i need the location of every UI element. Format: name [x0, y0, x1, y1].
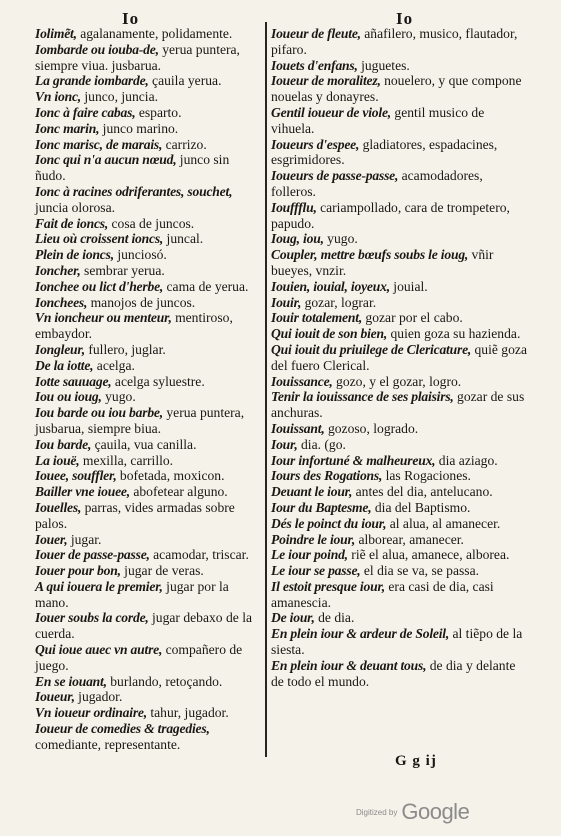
entry-definition: manojos de juncos. — [87, 294, 196, 310]
entry-definition: riẽ el alua, amanece, alborea. — [347, 547, 510, 563]
entry-headword: Iouissance, — [271, 373, 333, 389]
column-divider — [265, 22, 267, 757]
entry-definition: yugo. — [323, 231, 358, 247]
entry-headword: Poindre le iour, — [271, 531, 356, 547]
entry-definition: parras, vides armadas sobre palos. — [35, 499, 235, 531]
entry-headword: Iouir totalement, — [271, 310, 363, 326]
entry-definition: vñir bueyes, vnzir. — [271, 247, 494, 278]
dictionary-entry — [35, 500, 259, 532]
entry-definition: acelga syluestre. — [111, 373, 205, 389]
right-page-number: Io — [396, 9, 414, 28]
dictionary-entry — [35, 405, 259, 437]
entry-headword: De la iotte, — [35, 357, 94, 373]
entry-headword: En plein iour & deuant tous, — [271, 657, 427, 673]
dictionary-entry — [35, 547, 259, 563]
dictionary-entry — [35, 216, 259, 232]
dictionary-entry — [35, 105, 259, 121]
dictionary-entry — [271, 484, 528, 500]
right-column — [271, 26, 528, 689]
entry-headword: Il estoit presque iour, — [271, 578, 385, 594]
entry-headword: Qui iouit du priuilege de Clericature, — [271, 341, 472, 357]
entry-definition: tahur, jugador. — [146, 705, 229, 721]
entry-headword: Vn ioueur ordinaire, — [35, 705, 147, 721]
entry-headword: Gentil ioueur de viole, — [271, 104, 392, 120]
entry-definition: burlando, retoçando. — [106, 673, 223, 689]
dictionary-entry — [35, 263, 259, 279]
entry-definition: junco marino. — [99, 120, 179, 136]
entry-headword: En plein iour & ardeur de Soleil, — [271, 626, 450, 642]
dictionary-entry — [35, 674, 259, 690]
entry-headword: Ioueur de moralitez, — [271, 73, 381, 89]
entry-headword: Ionc à racines odriferantes, souchet, — [35, 183, 233, 199]
dictionary-entry — [271, 437, 528, 453]
entry-definition: gozoso, logrado. — [324, 420, 419, 436]
entry-headword: Fait de ioncs, — [35, 215, 109, 231]
entry-headword: Iou barde, — [35, 436, 92, 452]
entry-headword: Tenir la iouissance de ses plaisirs, — [271, 389, 454, 405]
entry-headword: Ioueurs d'espee, — [271, 136, 360, 152]
dictionary-entry — [35, 137, 259, 153]
left-page-number: Io — [122, 9, 140, 28]
entry-definition: agalanamente, polidamente. — [76, 26, 233, 41]
entry-headword: La iouë, — [35, 452, 80, 468]
entry-definition: carrizo. — [162, 136, 207, 152]
digitized-watermark — [356, 799, 469, 825]
entry-headword: Iouir, — [271, 294, 302, 310]
entry-definition: jugar de veras. — [120, 563, 204, 579]
entry-definition: mexilla, carrillo. — [79, 452, 174, 468]
entry-headword: Iours des Rogations, — [271, 468, 383, 484]
dictionary-entry — [271, 247, 528, 279]
entry-headword: Ionchees, — [35, 294, 88, 310]
dictionary-entry — [271, 389, 528, 421]
entry-headword: Ionc à faire cabas, — [35, 104, 136, 120]
entry-definition: yerua puntera, siempre viua. jusbarua. — [35, 41, 240, 73]
dictionary-entry — [271, 168, 528, 200]
dictionary-entry — [35, 374, 259, 390]
entry-headword: Iouer pour bon, — [35, 563, 121, 579]
dictionary-entry — [35, 310, 259, 342]
dictionary-entry — [271, 279, 528, 295]
entry-headword: Qui ioue auec vn autre, — [35, 642, 163, 658]
dictionary-entry — [271, 579, 528, 611]
catchword: G g ij — [395, 753, 437, 769]
entry-definition: esparto. — [135, 104, 182, 120]
entry-headword: Iouelles, — [35, 499, 82, 515]
entry-headword: Le iour poind, — [271, 547, 348, 563]
entry-definition: el dia se va, se passa. — [360, 563, 480, 579]
dictionary-entry — [271, 200, 528, 232]
entry-headword: Ioueurs de passe-passe, — [271, 168, 399, 184]
entry-headword: Dés le poinct du iour, — [271, 515, 387, 531]
dictionary-entry — [35, 468, 259, 484]
dictionary-entry — [271, 105, 528, 137]
dictionary-entry — [35, 579, 259, 611]
entry-headword: Iotte sauuage, — [35, 373, 112, 389]
dictionary-entry — [271, 453, 528, 469]
entry-headword: Coupler, mettre bœufs soubs le ioug, — [271, 247, 469, 263]
dictionary-entry — [271, 516, 528, 532]
dictionary-entry — [35, 642, 259, 674]
entry-headword: Le iour se passe, — [271, 563, 361, 579]
dictionary-entry — [35, 563, 259, 579]
dictionary-entry — [35, 231, 259, 247]
dictionary-entry — [35, 437, 259, 453]
dictionary-entry — [271, 295, 528, 311]
entry-definition: juncal. — [163, 231, 204, 247]
entry-definition: mentiroso, embaydor. — [35, 310, 233, 342]
dictionary-entry — [271, 310, 528, 326]
dictionary-entry — [35, 42, 259, 74]
entry-definition: cosa de juncos. — [108, 215, 195, 231]
dictionary-entry — [35, 247, 259, 263]
entry-definition: yerua puntera, jusbarua, siempre biua. — [35, 405, 245, 436]
entry-definition: de dia. — [314, 610, 355, 626]
entry-headword: Ionc qui n'a aucun nœud, — [35, 152, 177, 168]
entry-definition: bofetada, moxicon. — [116, 468, 225, 484]
entry-headword: Deuant le iour, — [271, 484, 353, 500]
entry-headword: Iou barde ou iou barbe, — [35, 405, 163, 421]
entry-headword: Ioueur, — [35, 689, 75, 705]
entry-definition: gozar por el cabo. — [362, 310, 463, 326]
dictionary-entry — [271, 500, 528, 516]
entry-headword: De iour, — [271, 610, 315, 626]
dictionary-entry — [35, 26, 259, 42]
dictionary-entry — [35, 453, 259, 469]
entry-definition: acelga. — [93, 357, 135, 373]
dictionary-entry — [35, 89, 259, 105]
entry-definition: alborear, amanecer. — [355, 531, 464, 547]
entry-definition: era casi de dia, casi amanescia. — [271, 578, 494, 610]
left-column — [35, 26, 259, 753]
dictionary-entry — [271, 532, 528, 548]
dictionary-entry — [35, 389, 259, 405]
dictionary-entry — [35, 295, 259, 311]
entry-headword: Qui iouit de son bien, — [271, 326, 388, 342]
entry-definition: acamodadores, folleros. — [271, 168, 483, 199]
entry-definition: compañero de juego. — [35, 642, 243, 673]
entry-definition: çauila yerua. — [148, 73, 222, 89]
dictionary-entry — [35, 705, 259, 721]
dictionary-entry — [271, 658, 528, 690]
dictionary-entry — [35, 484, 259, 500]
entry-definition: gozar, lograr. — [301, 294, 377, 310]
entry-definition: jouial. — [389, 278, 428, 294]
entry-headword: Iongleur, — [35, 341, 85, 357]
google-logo: Google — [401, 799, 470, 824]
entry-headword: Iombarde ou iouba-de, — [35, 41, 159, 57]
entry-headword: Ioueur de comedies & tragedies, — [35, 721, 210, 737]
dictionary-entry — [271, 73, 528, 105]
dictionary-entry — [35, 73, 259, 89]
dictionary-entry — [271, 421, 528, 437]
entry-headword: En se iouant, — [35, 673, 107, 689]
entry-definition: dia del Baptismo. — [371, 499, 471, 515]
entry-definition: gentil musico de vihuela. — [271, 104, 485, 136]
entry-definition: al tiẽpo de la siesta. — [271, 626, 523, 658]
entry-headword: Bailler vne iouee, — [35, 484, 130, 500]
entry-headword: Iouien, iouial, ioyeux, — [271, 278, 390, 294]
entry-definition: cama de yerua. — [163, 278, 249, 294]
dictionary-entry — [35, 532, 259, 548]
entry-definition: quien goza su hazienda. — [387, 326, 521, 342]
entry-definition: abofetear alguno. — [129, 484, 228, 500]
dictionary-entry — [271, 547, 528, 563]
entry-definition: jugar. — [67, 531, 102, 547]
entry-definition: al alua, al amanecer. — [386, 515, 501, 531]
entry-headword: Vn ioncheur ou menteur, — [35, 310, 172, 326]
entry-definition: juncia olorosa. — [35, 199, 116, 215]
entry-definition: fullero, juglar. — [84, 341, 166, 357]
entry-headword: Vn ionc, — [35, 89, 81, 105]
dictionary-entry — [271, 137, 528, 169]
entry-headword: Ionc marisc, de marais, — [35, 136, 163, 152]
entry-definition: junco, juncia. — [81, 89, 159, 105]
entry-definition: jugar debaxo de la cuerda. — [35, 610, 253, 642]
entry-definition: las Rogaciones. — [382, 468, 471, 484]
dictionary-entry — [35, 689, 259, 705]
entry-definition: junco sin ñudo. — [35, 152, 230, 184]
entry-definition: jugador. — [74, 689, 123, 705]
entry-definition: çauila, vua canilla. — [91, 436, 197, 452]
entry-definition: juguetes. — [357, 57, 410, 73]
dictionary-entry — [35, 279, 259, 295]
dictionary-entry — [271, 231, 528, 247]
entry-headword: Iou ou ioug, — [35, 389, 102, 405]
dictionary-entry — [271, 342, 528, 374]
entry-definition: cariampollado, cara de trompetero, papudo. — [271, 199, 510, 231]
entry-definition: nouelero, y que compone nouelas y donayres. — [271, 73, 522, 105]
entry-definition: dia. (go. — [297, 436, 346, 452]
dictionary-entry — [271, 26, 528, 58]
entry-headword: Iolimẽt, — [35, 26, 77, 41]
entry-headword: Ioueur de fleute, — [271, 26, 361, 41]
entry-definition: gozo, y el gozar, logro. — [332, 373, 462, 389]
entry-headword: A qui iouera le premier, — [35, 578, 163, 594]
entry-definition: junciosó. — [113, 247, 167, 263]
dictionary-entry — [35, 121, 259, 137]
digitized-prefix: Digitized by — [356, 807, 398, 817]
entry-headword: Iouer, — [35, 531, 68, 547]
entry-definition: jugar por la mano. — [35, 578, 229, 610]
dictionary-entry — [35, 184, 259, 216]
dictionary-entry — [271, 626, 528, 658]
entry-headword: Iouer de passe-passe, — [35, 547, 150, 563]
dictionary-entry — [35, 721, 259, 753]
entry-headword: La grande iombarde, — [35, 73, 149, 89]
entry-headword: Ioug, iou, — [271, 231, 324, 247]
entry-definition: acamodar, triscar. — [149, 547, 249, 563]
dictionary-entry — [35, 610, 259, 642]
entry-definition: gozar de sus anchuras. — [271, 389, 525, 421]
entry-definition: antes del dia, antelucano. — [352, 484, 493, 500]
entry-headword: Ioncher, — [35, 262, 81, 278]
entry-headword: Iouee, souffler, — [35, 468, 117, 484]
dictionary-entry — [271, 563, 528, 579]
dictionary-entry — [271, 610, 528, 626]
dictionary-entry — [35, 342, 259, 358]
entry-headword: Ionchee ou lict d'herbe, — [35, 278, 164, 294]
entry-definition: comediante, representante. — [35, 736, 181, 752]
entry-headword: Lieu où croissent ioncs, — [35, 231, 164, 247]
dictionary-entry — [271, 374, 528, 390]
entry-headword: Iour infortuné & malheureux, — [271, 452, 436, 468]
entry-headword: Iour du Baptesme, — [271, 499, 372, 515]
entry-headword: Iouets d'enfans, — [271, 57, 358, 73]
entry-definition: añafilero, musico, flautador, pifaro. — [271, 26, 518, 57]
entry-definition: yugo. — [101, 389, 136, 405]
entry-headword: Iouffflu, — [271, 199, 317, 215]
dictionary-entry — [271, 58, 528, 74]
entry-headword: Plein de ioncs, — [35, 247, 114, 263]
entry-headword: Iour, — [271, 436, 298, 452]
entry-headword: Iouissant, — [271, 420, 325, 436]
dictionary-entry — [35, 152, 259, 184]
dictionary-entry — [271, 468, 528, 484]
entry-definition: gladiatores, espadacines, esgrimidores. — [271, 136, 498, 168]
entry-headword: Ionc marin, — [35, 120, 100, 136]
entry-headword: Iouer soubs la corde, — [35, 610, 149, 626]
dictionary-entry — [271, 326, 528, 342]
dictionary-entry — [35, 358, 259, 374]
entry-definition: sembrar yerua. — [80, 262, 165, 278]
entry-definition: de dia y delante de todo el mundo. — [271, 657, 516, 689]
entry-definition: dia aziago. — [435, 452, 498, 468]
entry-definition: quiẽ goza del fuero Clerical. — [271, 341, 527, 373]
